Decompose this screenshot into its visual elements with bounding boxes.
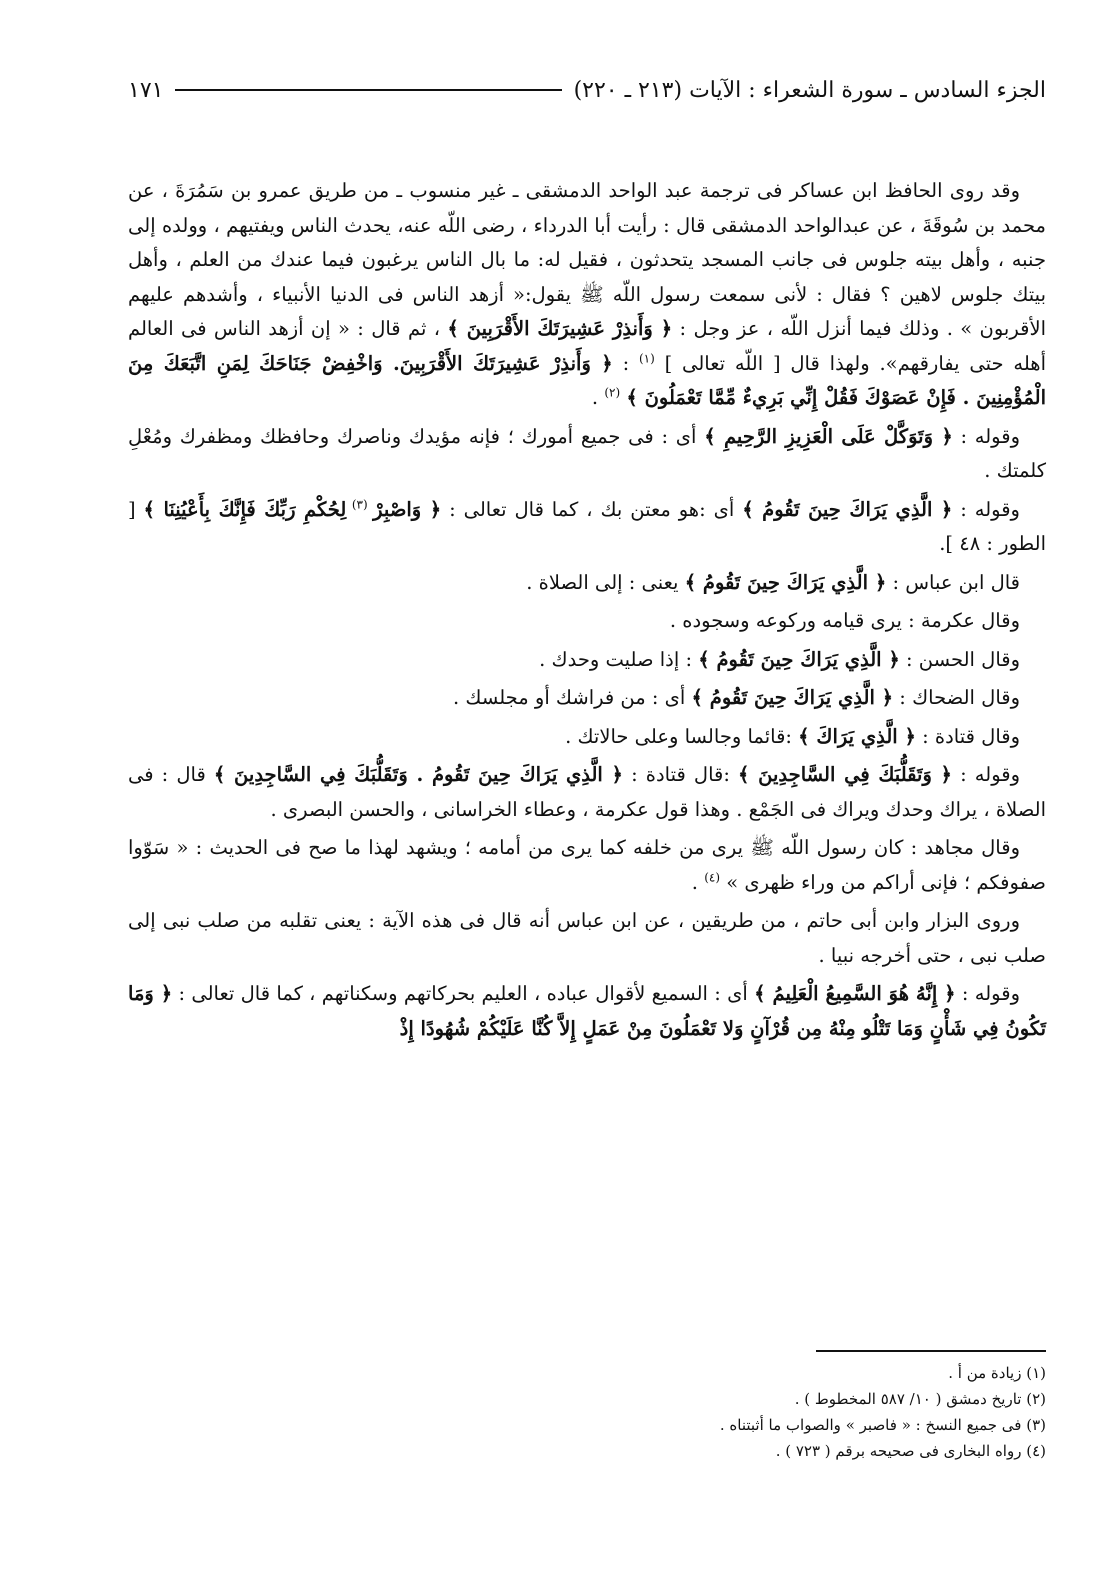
text-run: :قائما وجالسا وعلى حالاتك .: [565, 724, 799, 748]
text-run: وقال الضحاك :: [893, 686, 1020, 709]
text-run: وقال عكرمة : يرى قيامه وركوعه وسجوده .: [669, 609, 1020, 632]
running-header: [128, 78, 1046, 124]
quran-verse: ﴿ الَّذِي يَرَاكَ حِينَ تَقُومُ ﴾: [684, 570, 887, 594]
text-run: وقوله :: [952, 763, 1021, 786]
quran-verse: ﴿ الَّذِي يَرَاكَ حِينَ تَقُومُ ﴾: [691, 686, 894, 709]
text-run: أى : من فراشك أو مجلسك .: [452, 686, 692, 709]
text-run: ، ثم قال : « إن أزهد الناس فى العالم أهله حتى يفارقهم». ولهذا قال [ اللّه تعالى ]: [128, 317, 1047, 375]
paragraph: [128, 420, 1046, 489]
text-run: :: [612, 351, 639, 375]
text-run: وقوله :: [952, 424, 1020, 448]
quran-verse: ﴿ الَّذِي يَرَاكَ ﴾: [798, 724, 916, 748]
text-run: وقال مجاهد : كان رسول اللّه ﷺ يرى من خلفه كما يرى من أمامه ؛ ويشهد لهذا ما صح فى الحديث : « سَوّوا صفوفكم ؛ فإنى أراكم من وراء ظهرى »: [128, 836, 1046, 894]
text-run: قال ابن عباس :: [886, 570, 1020, 594]
quran-verse: ﴿ وَأَنذِرْ عَشِيرَتَكَ الأَقْرَبِينَ ﴾: [447, 317, 673, 340]
footnote-rule: [816, 1350, 1046, 1352]
quran-verse: ﴿ الَّذِي يَرَاكَ حِينَ تَقُومُ ﴾: [742, 497, 953, 521]
text-run: وروى البزار وابن أبى حاتم ، من طريقين ، عن ابن عباس أنه قال فى هذه الآية : يعنى تقلبه من صلب نبى إلى صلب نبى ، حتى أخرجه نبيا .: [128, 909, 1046, 967]
footnote-1: (١) زيادة من أ .: [948, 1364, 1046, 1382]
footnote-4: (٤) رواه البخارى فى صحيحه برقم ( ٧٢٣ ) .: [775, 1442, 1046, 1460]
quran-verse: لِحُكْمِ رَبِّكَ فَإِنَّكَ بِأَعْيُنِنَا ﴾: [143, 497, 347, 521]
text-run: :قال قتادة :: [622, 763, 739, 786]
footnote-ref: (١): [638, 351, 655, 365]
paragraph: [128, 566, 1046, 601]
paragraph: [128, 174, 1046, 416]
text-run: وقوله :: [952, 497, 1020, 521]
paragraph: [128, 604, 1046, 639]
text-run: .: [691, 870, 705, 894]
quran-verse: ﴿ الَّذِي يَرَاكَ حِينَ تَقُومُ . وَتَقَلُّبَكَ فِي السَّاجِدِينَ ﴾: [213, 763, 623, 786]
text-run: وقال قتادة :: [915, 724, 1020, 748]
footnote-3: (٣) فى جميع النسخ : « فاصبر » والصواب ما أثبتناه .: [719, 1416, 1046, 1434]
text-run: : إذا صليت وحدك .: [539, 647, 699, 671]
paragraph: [128, 977, 1046, 1046]
footnote-ref: (٣): [346, 497, 374, 511]
page-content: [128, 78, 1046, 1050]
text-run: قال : فى الصلاة ، يراك وحدك ويراك فى الجَمْع . وهذا قول عكرمة ، وعطاء الخراسانى ، والحسن البصرى .: [128, 763, 1046, 821]
quran-verse: ﴿ إِنَّهُ هُوَ السَّمِيعُ الْعَلِيمُ ﴾: [754, 982, 956, 1005]
page-number: ١٧١: [128, 78, 164, 103]
quran-verse: ﴿ وَمَا تَكُونُ فِي شَأْنٍ وَمَا تَتْلُو مِنْهُ مِن قُرْآنٍ وَلا تَعْمَلُونَ مِنْ عَمَلٍ إِلاَّ كُنَّا عَلَيْكُمْ شُهُودًا إِذْ: [128, 982, 1046, 1040]
text-run: أى :هو معتن بك ، كما قال تعالى :: [441, 497, 743, 521]
quran-verse: ﴿ الَّذِي يَرَاكَ حِينَ تَقُومُ ﴾: [698, 647, 900, 671]
paragraph: [128, 643, 1046, 678]
footnote-ref: (٤): [704, 870, 721, 884]
quran-verse: ﴿ وَتَقَلُّبَكَ فِي السَّاجِدِينَ ﴾: [738, 763, 952, 786]
header-rule: [175, 89, 561, 91]
quran-verse: ﴿ وَأَنذِرْ عَشِيرَتَكَ الأَقْرَبِينَ. وَاخْفِضْ جَنَاحَكَ لِمَنِ اتَّبَعَكَ مِنَ الْمُؤْمِنِينَ . فَإِنْ عَصَوْكَ فَقُلْ إِنِّي بَرِيءٌ مِّمَّا تَعْمَلُونَ ﴾: [128, 351, 1046, 409]
paragraph: [128, 904, 1046, 973]
quran-verse: ﴿ وَاصْبِرْ: [373, 497, 442, 521]
paragraph: [128, 758, 1046, 827]
footnote-2: (٢) تاريخ دمشق ( ١٠/ ٥٨٧ المخطوط ) .: [794, 1390, 1046, 1408]
text-run: يعنى : إلى الصلاة .: [526, 570, 685, 594]
text-run: وقال الحسن :: [899, 647, 1020, 671]
footnote-ref: (٢): [604, 385, 621, 400]
text-run: وقد روى الحافظ ابن عساكر فى ترجمة عبد الواحد الدمشقى ـ غير منسوب ـ من طريق عمرو بن سَمُرَةَ ، عن محمد بن سُوقَةَ ، عن عبدالواحد الدمشقى قال : رأيت أبا الدرداء ، رضى اللّه عنه، يحدث الناس ويفتيهم ، وولده إلى جنبه ، وأهل بيته جلوس فى جانب المسجد يتحدثون ، فقيل له: ما بال الناس يرغبون فيما عندك من العلم ، وأهل بيتك جلوس لاهين ؟ فقال : لأنى سمعت رسول اللّه ﷺ يقول:« أزهد الناس فى الدنيا الأنبياء ، وأشدهم عليهم الأقربون » . وذلك فيما أنزل اللّه ، عز وجل :: [128, 179, 1046, 340]
text-run: أى : فى جميع أمورك ؛ فإنه مؤيدك وناصرك وحافظك ومظفرك ومُعْلِ كلمتك .: [128, 424, 1046, 482]
text-run: أى : السميع لأقوال عباده ، العليم بحركاتهم وسكناتهم ، كما قال تعالى :: [172, 982, 755, 1005]
footnotes: [128, 1350, 1046, 1464]
paragraph: [128, 720, 1046, 755]
paragraph: [128, 493, 1046, 562]
running-title: الجزء السادس ـ سورة الشعراء : الآيات (٢١٣ ـ ٢٢٠): [573, 78, 1046, 103]
main-text: [128, 174, 1046, 1046]
paragraph: [128, 831, 1046, 900]
text-run: [ الطور : ٤٨ ].: [128, 497, 1046, 555]
text-run: .: [591, 386, 605, 409]
paragraph: [128, 681, 1046, 716]
quran-verse: ﴿ وَتَوَكَّلْ عَلَى الْعَزِيزِ الرَّحِيمِ ﴾: [704, 424, 953, 448]
text-run: وقوله :: [955, 982, 1020, 1005]
